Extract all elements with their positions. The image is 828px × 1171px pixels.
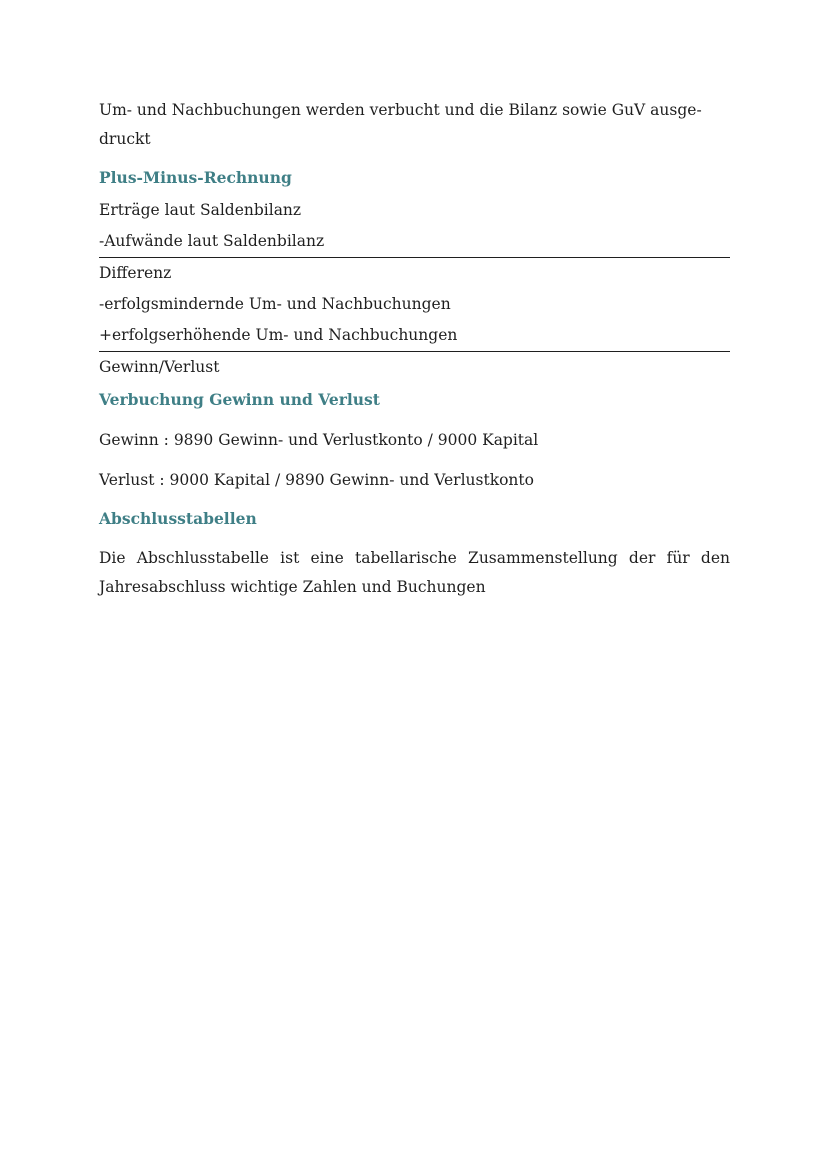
heading-plus-minus-rechnung: Plus-Minus-Rechnung xyxy=(99,168,292,187)
abschluss-paragraph: Die Abschlusstabelle ist eine tabellarische Zusammenstellung der für den Jahresabschluss wichtige Zahlen und Buchungen xyxy=(99,549,730,596)
heading-verbuchung-gewinn-verlust: Verbuchung Gewinn und Verlust xyxy=(99,390,380,409)
calc-line-erfolgsmindernde: -erfolgsmindernde Um- und Nachbuchungen xyxy=(99,295,451,313)
booking-verlust: Verlust : 9000 Kapital / 9890 Gewinn- und Verlustkonto xyxy=(99,471,534,489)
calc-line-aufwaende: -Aufwände laut Saldenbilanz xyxy=(99,226,730,258)
calc-line-gewinn-verlust: Gewinn/Verlust xyxy=(99,358,220,376)
booking-gewinn: Gewinn : 9890 Gewinn- und Verlustkonto / 9000 Kapital xyxy=(99,431,539,449)
plus-minus-calculation xyxy=(99,195,730,383)
calc-line-erfolgserhoehende: +erfolgserhöhende Um- und Nachbuchungen xyxy=(99,320,730,352)
page-content xyxy=(99,96,730,602)
intro-paragraph: Um- und Nachbuchungen werden verbucht und die Bilanz sowie GuV ausge-druckt xyxy=(99,101,702,148)
calc-line-ertraege: Erträge laut Saldenbilanz xyxy=(99,201,302,219)
calc-line-differenz: Differenz xyxy=(99,264,172,282)
heading-abschlusstabellen: Abschlusstabellen xyxy=(99,509,257,528)
